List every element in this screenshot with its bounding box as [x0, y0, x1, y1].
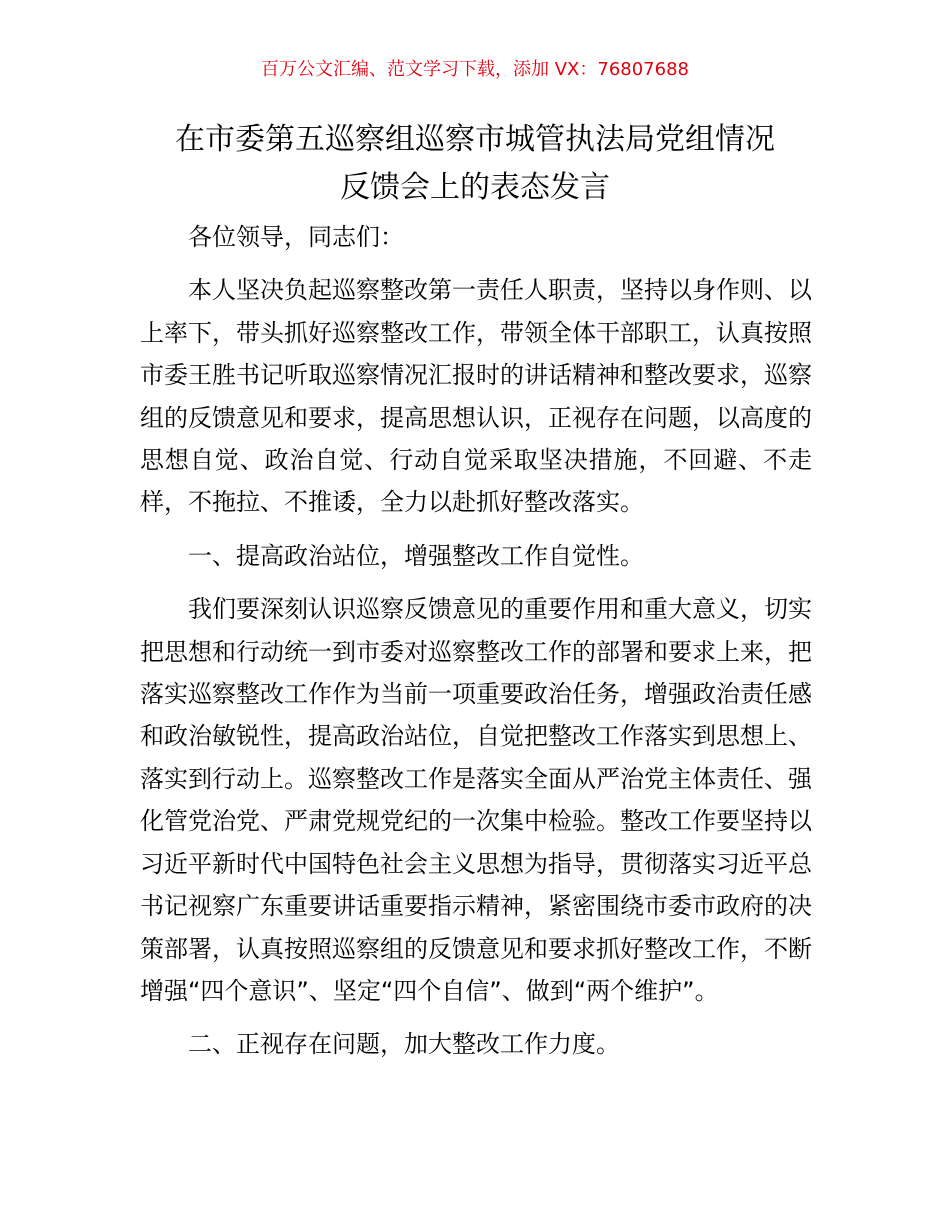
paragraph-section-1: 我们要深刻认识巡察反馈意见的重要作用和重大意义，切实把思想和行动统一到市委对巡察整改工作的部署和要求上来，把落实巡察整改工作作为当前一项重要政治任务，增强政治责任感和政治敏锐性，提高政治站位，自觉把整改工作落实到思想上、落实到行动上。巡察整改工作是落实全面从严治党主体责任、强化管党治党、严肃党规党纪的一次集中检验。整改工作要坚持以习近平新时代中国特色社会主义思想为指导，贯彻落实习近平总书记视察广东重要讲话重要指示精神，紧密围绕市委市政府的决策部署，认真按照巡察组的反馈意见和要求抓好整改工作，不断增强“四个意识”、坚定“四个自信”、做到“两个维护”。 [140, 595, 812, 1005]
title-line-1: 在市委第五巡察组巡察市城管执法局党组情况 [175, 122, 775, 157]
header-watermark-note: 百万公文汇编、范文学习下载，添加 VX：76807688 [261, 59, 689, 80]
section-heading-1: 一、提高政治站位，增强整改工作自觉性。 [188, 541, 644, 570]
section-heading-2: 二、正视存在问题，加大整改工作力度。 [188, 1030, 620, 1059]
title-line-2: 反馈会上的表态发言 [340, 170, 610, 205]
paragraph-commitment: 本人坚决负起巡察整改第一责任人职责，坚持以身作则、以上率下，带头抓好巡察整改工作，带领全体干部职工，认真按照市委王胜书记听取巡察情况汇报时的讲话精神和整改要求，巡察组的反馈意见和要求，提高思想认识，正视存在问题，以高度的思想自觉、政治自觉、行动自觉采取坚决措施，不回避、不走样，不拖拉、不推诿，全力以赴抓好整改落实。 [140, 276, 812, 517]
document-body [140, 216, 812, 1066]
document-title [60, 116, 890, 212]
salutation: 各位领导，同志们： [188, 223, 404, 251]
